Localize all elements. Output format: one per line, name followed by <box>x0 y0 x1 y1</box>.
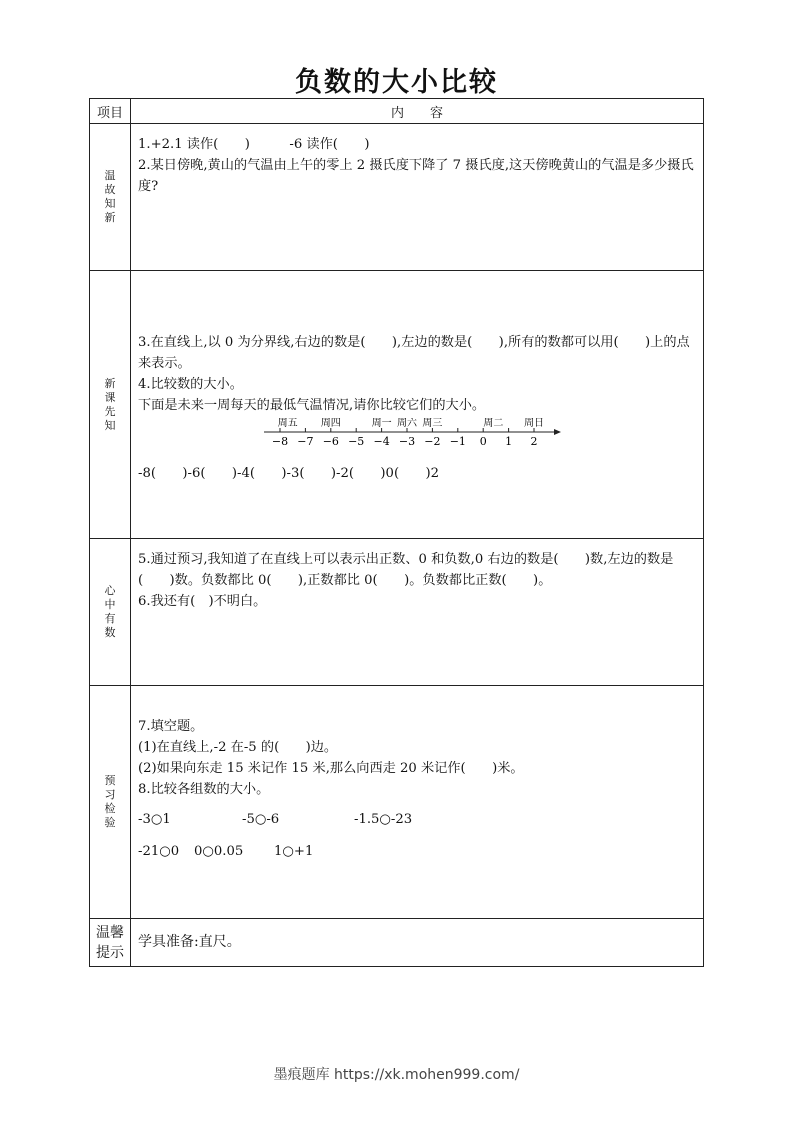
compare-chain: -8( )-6( )-4( )-3( )-2( )0( )2 <box>138 466 439 481</box>
question-6: 6.我还有( )不明白。 <box>138 594 267 609</box>
question-7-2: (2)如果向东走 15 米记作 15 米,那么向西走 20 米记作( )米。 <box>138 761 524 776</box>
worksheet-table <box>89 98 704 967</box>
page-title: 负数的大小比较 <box>295 67 498 98</box>
question-1: 1.+2.1 读作( ) -6 读作( ) <box>138 137 370 152</box>
number-line-tick-label: 2 <box>530 435 538 448</box>
number-line-tick-label: −3 <box>398 435 416 448</box>
question-3: 3.在直线上,以 0 为分界线,右边的数是( ),左边的数是( ),所有的数都可以用( )上的点来表示。 <box>138 335 690 371</box>
question-4: 4.比较数的大小。 <box>138 377 243 392</box>
tips-text: 学具准备:直尺。 <box>138 934 241 950</box>
section-content <box>131 686 704 919</box>
section-content <box>131 919 704 967</box>
number-line-tick-label: 0 <box>479 435 487 448</box>
compare-row-1: -3○1 -5○-6 -1.5○-23 <box>138 812 413 827</box>
compare-row-2: -21○0 0○0.05 1○+1 <box>138 844 314 859</box>
number-line-tick-label: 1 <box>505 435 513 448</box>
question-4-desc: 下面是未来一周每天的最低气温情况,请你比较它们的大小。 <box>138 398 486 413</box>
number-line-tick-label: −4 <box>373 435 390 448</box>
number-line-tick-label: −5 <box>348 435 365 448</box>
section-content <box>131 271 704 539</box>
number-line-svg <box>262 418 562 450</box>
number-line-day-label: 周四 <box>320 418 341 429</box>
number-line-tick-label: −1 <box>449 435 466 448</box>
number-line-tick-label: −8 <box>271 435 289 448</box>
question-5: 5.通过预习,我知道了在直线上可以表示出正数、0 和负数,0 右边的数是( )数,左边的数是( )数。负数都比 0( ),正数都比 0( )。负数都比正数( )。 <box>138 552 674 588</box>
section-label: 新 课 先 知 <box>90 271 131 539</box>
number-line-tick-label: −6 <box>322 435 339 448</box>
number-line <box>138 418 697 457</box>
section-label: 预 习 检 验 <box>90 686 131 919</box>
header-item: 项目 <box>90 99 131 124</box>
number-line-day-label: 周二 <box>483 418 504 429</box>
section-label: 心 中 有 数 <box>90 539 131 686</box>
number-line-day-label: 周三 <box>422 418 443 429</box>
number-line-day-label: 周五 <box>277 418 298 429</box>
number-line-day-label: 周一 <box>371 418 392 429</box>
table-header-row <box>90 99 704 124</box>
section-content <box>131 539 704 686</box>
section-preview-row <box>90 271 704 539</box>
section-mind-row <box>90 539 704 686</box>
number-line-tick-label: −2 <box>424 435 441 448</box>
section-content <box>131 124 704 271</box>
question-7-1: (1)在直线上,-2 在-5 的( )边。 <box>138 740 338 755</box>
section-review-row <box>90 124 704 271</box>
section-label: 温馨 提示 <box>90 919 131 967</box>
question-2: 2.某日傍晚,黄山的气温由上午的零上 2 摄氏度下降了 7 摄氏度,这天傍晚黄山的气温是多少摄氏度? <box>138 158 694 194</box>
question-7: 7.填空题。 <box>138 719 204 734</box>
question-8: 8.比较各组数的大小。 <box>138 782 270 797</box>
header-content: 内 容 <box>131 99 704 124</box>
footer-source: 墨痕题库 https://xk.mohen999.com/ <box>273 1067 520 1083</box>
section-label: 温 故 知 新 <box>90 124 131 271</box>
number-line-day-label: 周六 <box>397 418 417 429</box>
section-check-row <box>90 686 704 919</box>
section-tips-row <box>90 919 704 967</box>
number-line-day-label: 周日 <box>524 418 544 429</box>
number-line-tick-label: −7 <box>297 435 314 448</box>
